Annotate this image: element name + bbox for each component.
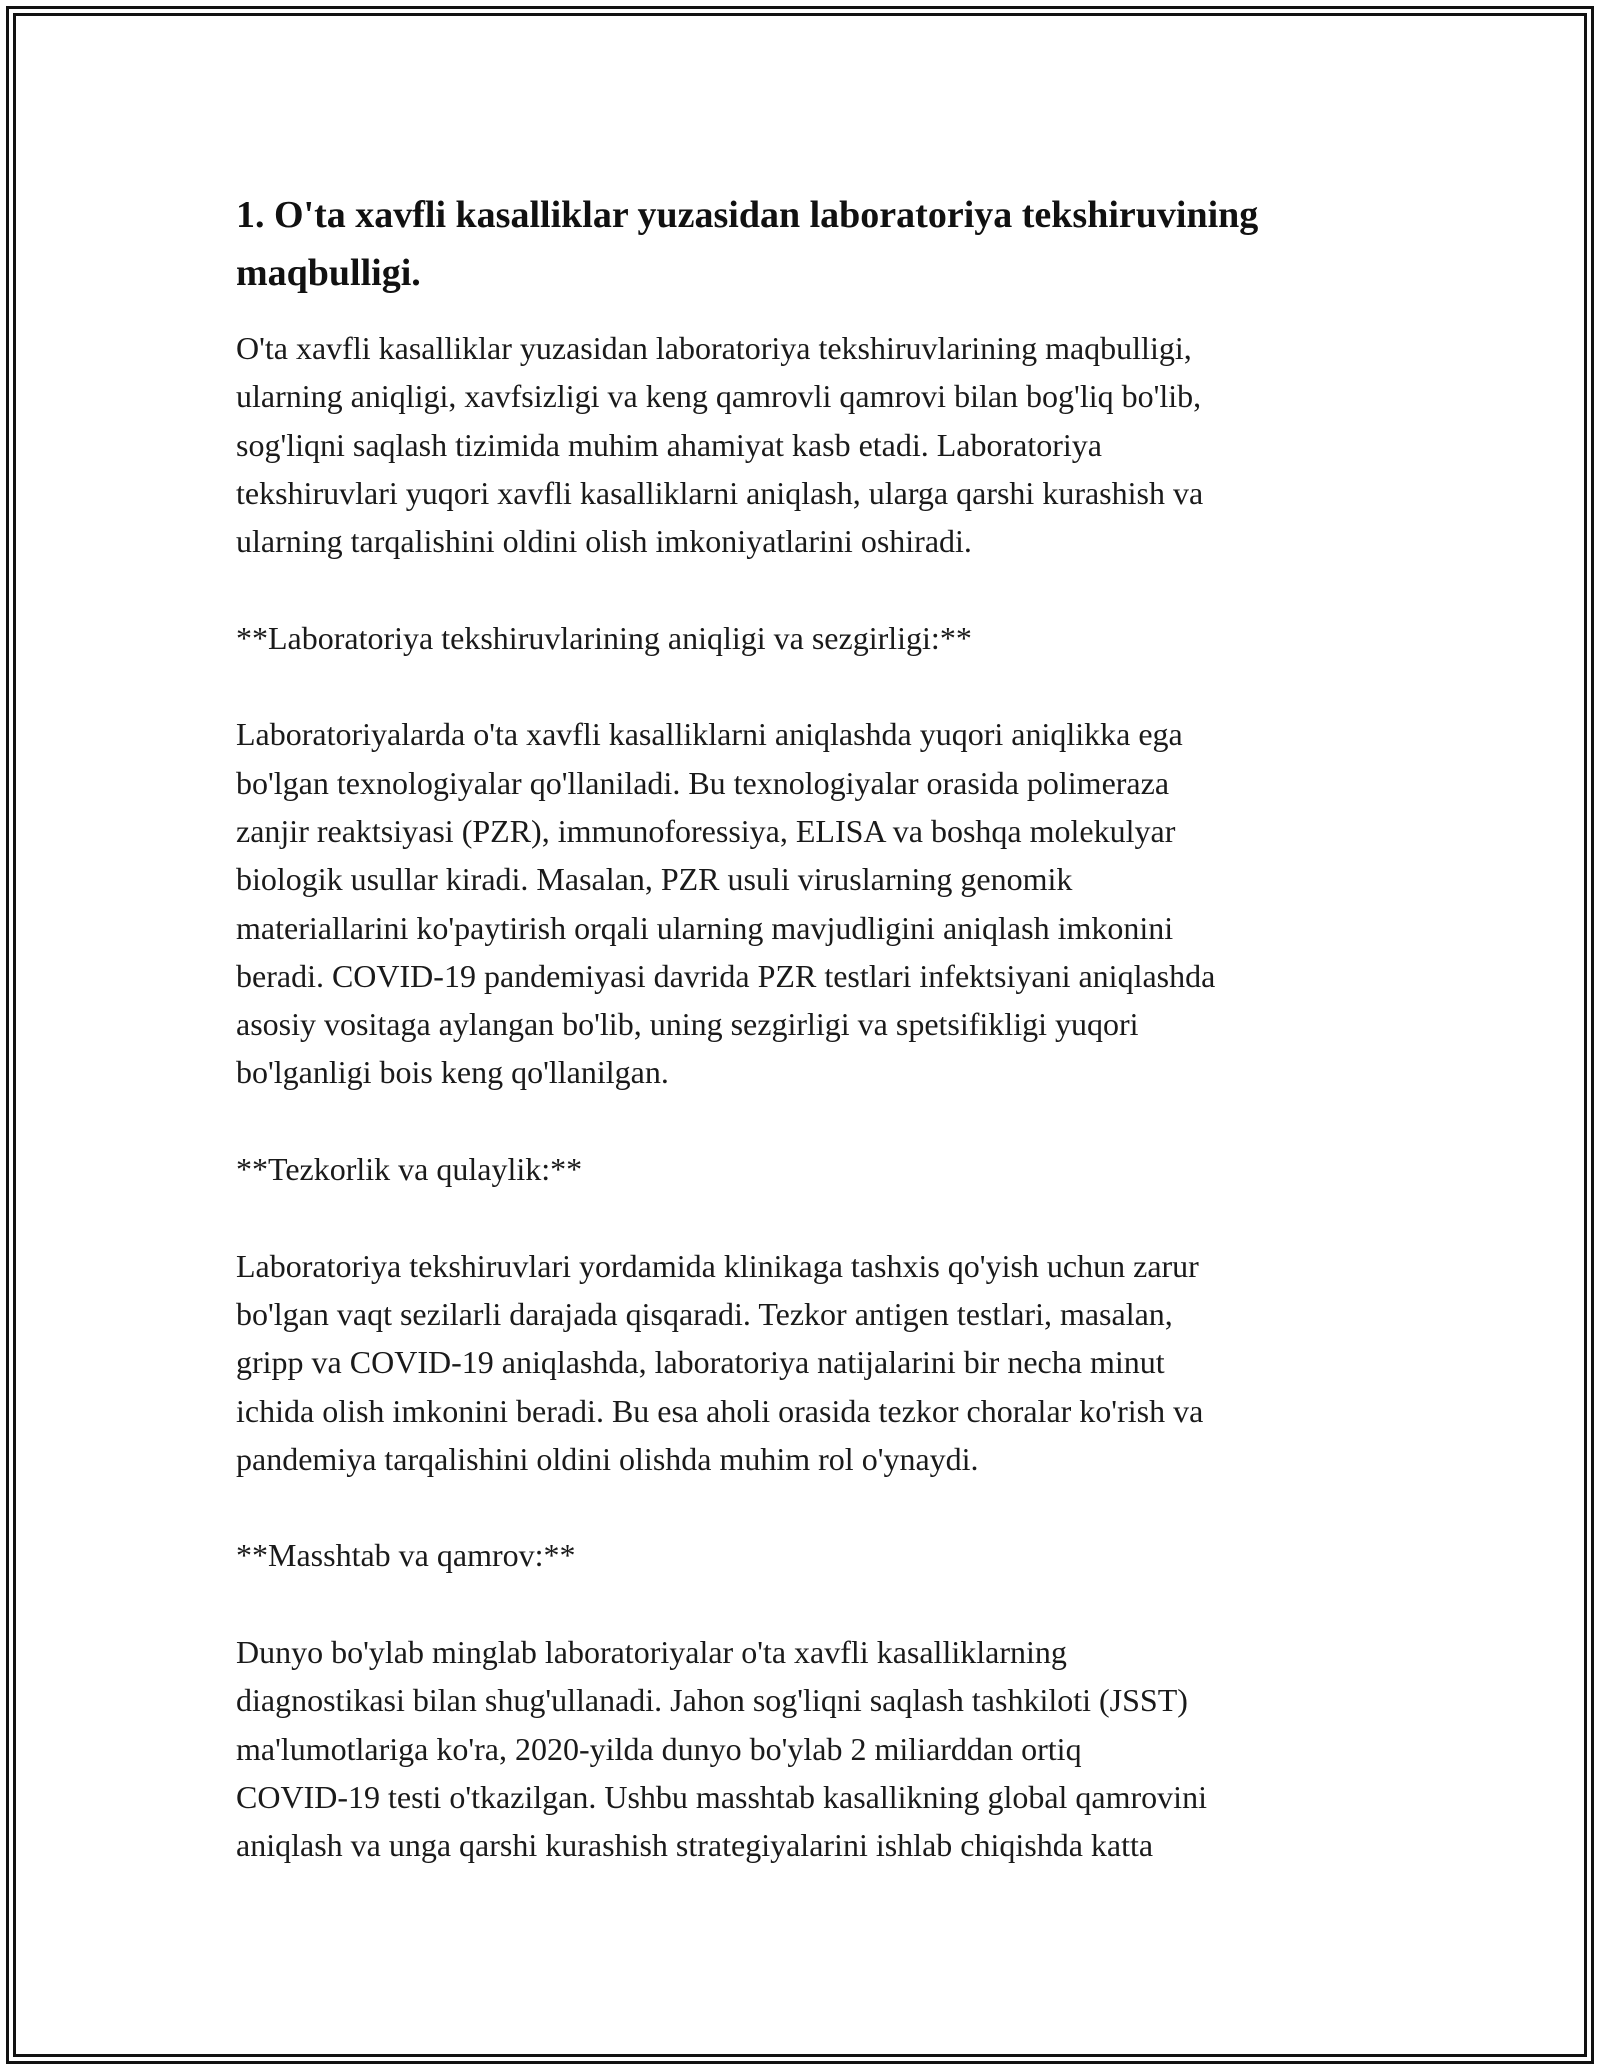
paragraph-speed: Laboratoriya tekshiruvlari yordamida klinikaga tashxis qo'yish uchun zarur bo'lgan vaqt sezilarli darajada qisqaradi. Tezkor antigen testlari, masalan, gripp va COVID-19 aniqlashda, laboratoriya natijalarini bir necha minut ichida olish imkonini beradi. Bu esa aholi orasida tezkor choralar ko'rish va pandemiya tarqalishini oldini olishda muhim rol o'ynaydi. xyxy=(236,1247,1204,1477)
subheading-scale: **Masshtab va qamrov:** xyxy=(236,1537,576,1574)
document-body xyxy=(236,186,1376,1870)
subheading-speed: **Tezkorlik va qulaylik:** xyxy=(236,1151,583,1188)
paragraph-intro: O'ta xavfli kasalliklar yuzasidan laboratoriya tekshiruvlarining maqbulligi, ularning aniqligi, xavfsizligi va keng qamrovli qamrovi bilan bog'liq bo'lib, sog'liqni saqlash tizimida muhim ahamiyat kasb etadi. Laboratoriya tekshiruvlari yuqori xavfli kasalliklarni aniqlash, ularga qarshi kurashish va ularning tarqalishini oldini olish imkoniyatlarini oshiradi. xyxy=(236,330,1204,560)
paragraph-scale: Dunyo bo'ylab minglab laboratoriyalar o'ta xavfli kasalliklarning diagnostikasi bilan shug'ullanadi. Jahon sog'liqni saqlash tashkiloti (JSST) ma'lumotlariga ko'ra, 2020-yilda dunyo bo'ylab 2 miliarddan ortiq COVID-19 testi o'tkazilgan. Ushbu masshtab kasallikning global qamrovini aniqlash va unga qarshi kurashish strategiyalarini ishlab chiqishda katta xyxy=(236,1634,1207,1864)
section-heading: 1. O'ta xavfli kasalliklar yuzasidan laboratoriya tekshiruvining maqbulligi. xyxy=(236,194,1259,294)
paragraph-accuracy: Laboratoriyalarda o'ta xavfli kasalliklarni aniqlashda yuqori aniqlikka ega bo'lgan texnologiyalar qo'llaniladi. Bu texnologiyalar orasida polimeraza zanjir reaktsiyasi (PZR), immunoforessiya, ELISA va boshqa molekulyar biologik usullar kiradi. Masalan, PZR usuli viruslarning genomik materiallarini ko'paytirish orqali ularning mavjudligini aniqlash imkonini beradi. COVID-19 pandemiyasi davrida PZR testlari infektsiyani aniqlashda asosiy vositaga aylangan bo'lib, uning sezgirligi va spetsifikligi yuqori bo'lganligi bois keng qo'llanilgan. xyxy=(236,716,1216,1091)
subheading-accuracy: **Laboratoriya tekshiruvlarining aniqligi va sezgirligi:** xyxy=(236,619,972,656)
